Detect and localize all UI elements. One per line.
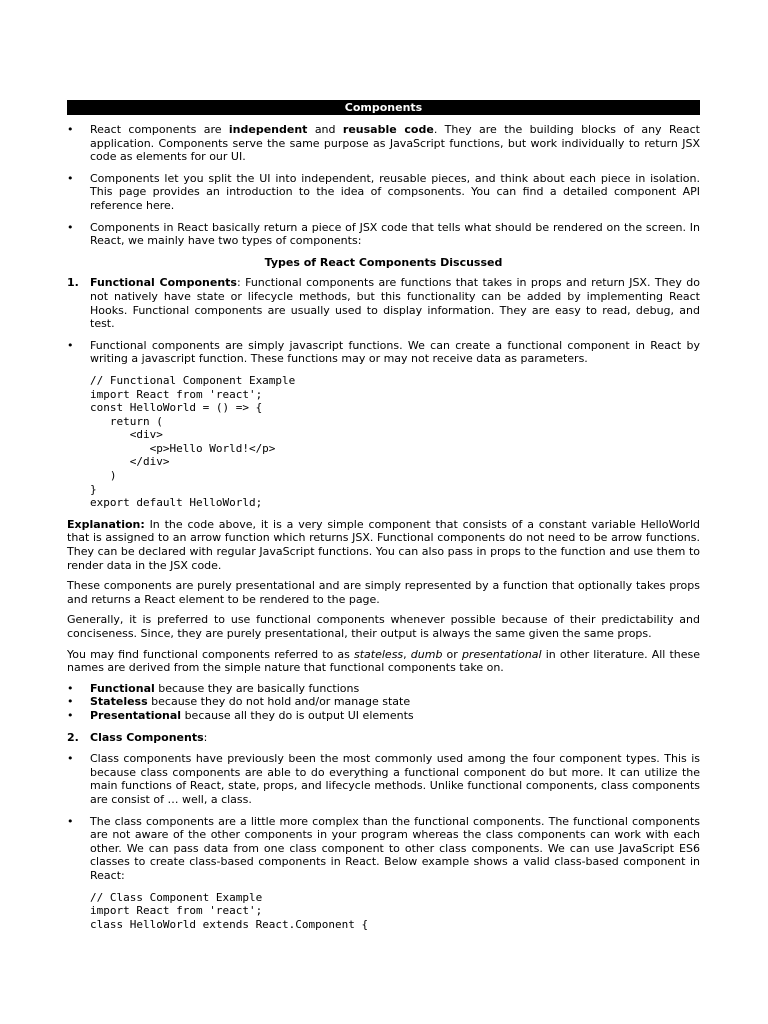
functional-heading: Functional Components	[90, 276, 237, 290]
bullet-icon: •	[67, 338, 74, 352]
class-heading: Class Components	[90, 730, 204, 744]
functional-components-item: 1. Functional Components: Functional components are functions that takes in props and return JSX. They do not natively have state or lifecycle methods, but this functionality can be added by implementing React Hooks. Functional components are usually used to display information. They are easy to read, debug, and test.	[67, 276, 700, 331]
explanation-label: Explanation:	[67, 517, 145, 531]
intro-bullet-1: • React components are independent and reusable code. They are the building blocks of any React application. Components serve the same purpose as JavaScript functions, but work individually to return JSX code as elements for our UI.	[67, 123, 700, 164]
presentational-paragraph: These components are purely presentational and are simply represented by a function that optionally takes props and returns a React element to be rendered to the page.	[67, 579, 700, 606]
keyword-reusable-code: reusable code	[342, 123, 434, 136]
intro-bullet-3: • Components in React basically return a piece of JSX code that tells what should be rendered on the screen. In React, we mainly have two types of components:	[67, 220, 700, 248]
bullet-icon: •	[67, 752, 74, 766]
names-paragraph: You may find functional components referred to as stateless, dumb or presentational in other literature. All these names are derived from the simple nature that functional components take on.	[67, 647, 700, 675]
list-item: • Presentational because all they do is output UI elements	[67, 708, 414, 722]
document-page	[67, 100, 700, 939]
bullet-icon: •	[67, 171, 74, 185]
bullet-icon: •	[67, 123, 74, 136]
bullet-icon: •	[67, 695, 74, 709]
section-title-bar: Components	[67, 100, 700, 115]
class-code-block: // Class Component Example import React from 'react'; class HelloWorld extends React.Component {	[90, 890, 369, 931]
class-bullet-2: • The class components are a little more complex than the functional components. The functional components are not aware of the other components in your program whereas the class components can work with each other. We can pass data from one class component to other class components. We can use JavaScript ES6 classes to create class-based components in React. Below example shows a valid class-based component in React:	[67, 814, 700, 882]
list-item: • Functional because they are basically functions	[67, 681, 360, 695]
names-list	[67, 682, 700, 723]
bullet-icon: •	[67, 220, 74, 234]
functional-bullet: • Functional components are simply javascript functions. We can create a functional component in React by writing a javascript function. These functions may or may not receive data as parameters.	[67, 338, 700, 366]
bullet-icon: •	[67, 814, 74, 828]
list-number: 2.	[67, 730, 79, 744]
list-item: • Stateless because they do not hold and/or manage state	[67, 695, 411, 709]
bullet-icon: •	[67, 708, 74, 722]
preferred-paragraph: Generally, it is preferred to use functional components whenever possible because of their predictability and conciseness. Since, they are purely presentational, their output is always the same given the same props.	[67, 613, 700, 640]
intro-bullet-2: • Components let you split the UI into independent, reusable pieces, and think about each piece in isolation. This page provides an introduction to the idea of compsonents. You can find a detailed component API reference here.	[67, 171, 700, 212]
bullet-icon: •	[67, 681, 74, 695]
list-number: 1.	[67, 276, 79, 290]
class-components-item: 2. Class Components:	[67, 730, 208, 744]
keyword-independent: independent	[228, 123, 308, 136]
types-subtitle: Types of React Components Discussed	[264, 255, 503, 269]
explanation-paragraph: Explanation: In the code above, it is a very simple component that consists of a constant variable HelloWorld that is assigned to an arrow function which returns JSX. Functional components do not need to be arrow functions. They can be declared with regular JavaScript functions. You can also pass in props to the function and use them to render data in the JSX code.	[67, 517, 700, 572]
class-bullet-1: • Class components have previously been the most commonly used among the four component types. This is because class components are able to do everything a functional component do but more. It can utilize the main functions of React, state, props, and lifecycle methods. Unlike functional components, class components are consist of … well, a class.	[67, 752, 700, 806]
functional-code-block: // Functional Component Example import React from 'react'; const HelloWorld = () => { return ( <div> <p>Hello World!</p> </div> ) } export default HelloWorld;	[90, 373, 296, 510]
